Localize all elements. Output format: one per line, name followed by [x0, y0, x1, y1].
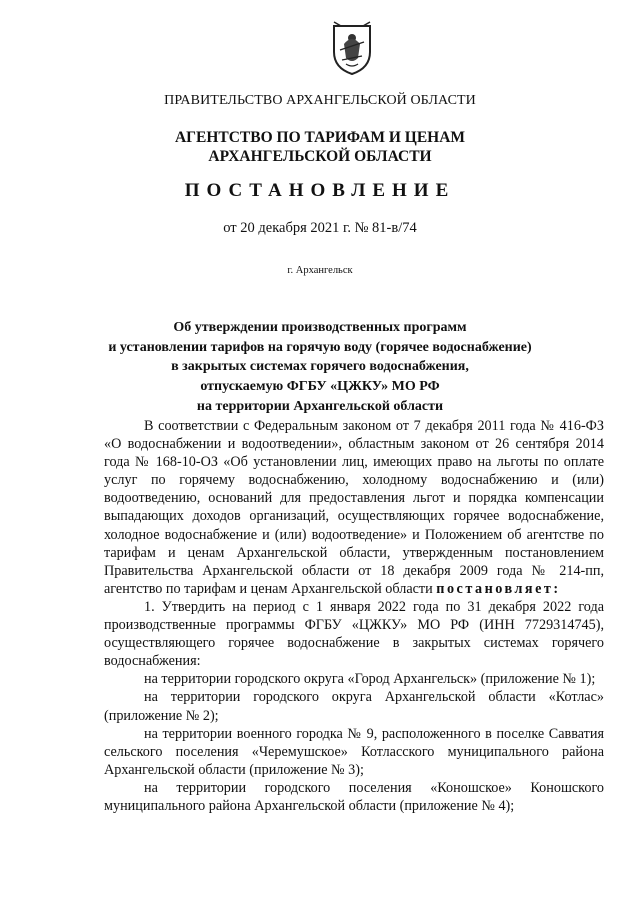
agency-title — [0, 128, 640, 166]
coat-of-arms-emblem — [330, 20, 374, 76]
subject-line: в закрытых системах горячего водоснабжения, — [171, 359, 469, 375]
item-1-paragraph: 1. Утвердить на период с 1 января 2022 года по 31 декабря 2022 года производственные программы ФГБУ «ЦЖКУ» МО РФ (ИНН 7729314745), осуществляющего горячее водоснабжение в закрытых системах горячего водоснабжения: — [104, 598, 604, 670]
document-type: ПОСТАНОВЛЕНИЕ — [184, 180, 456, 201]
subject-line: и установлении тарифов на горячую воду (горячее водоснабжение) — [108, 339, 532, 355]
sub-item-konosha: на территории городского поселения «Коношское» Коношского муниципального района Архангельской области (приложение № 4); — [104, 779, 604, 814]
subject-line: Об утверждении производственных программ — [173, 320, 467, 335]
preamble-text: В соответствии с Федеральным законом от 7 декабря 2011 года № 416-ФЗ «О водоснабжении и водоотведении», областным законом от 26 сентября 2014 года № 168-10-ОЗ «Об установлении лиц, имеющих право на льготы по оплате услуг по горячему водоснабжению, холодному водоснабжению и (или) водоотведению, оснований для предоставления льгот и порядка компенсации выпадающих доходов организаций, осуществляющих горячее водоснабжение, холодное водоснабжение и (или) водоотведение» и Положением об агентстве по тарифам и ценам Архангельской области, утвержденным постановлением Правительства Архангельской области от 18 декабря 2009 года № 214-пп, агентство по тарифам и ценам Архангельской области — [104, 418, 604, 597]
sub-item-kotlas: на территории городского округа Архангельской области «Котлас» (приложение № 2); — [104, 689, 604, 724]
document-date-number: от 20 декабря 2021 г. № 81-в/74 — [223, 220, 417, 236]
document-subject — [90, 318, 550, 417]
sub-item-arkhangelsk: на территории городского округа «Город Архангельск» (приложение № 1); — [144, 671, 596, 688]
government-title: ПРАВИТЕЛЬСТВО АРХАНГЕЛЬСКОЙ ОБЛАСТИ — [164, 93, 476, 108]
document-body — [104, 417, 604, 815]
agency-title-line: АГЕНТСТВО ПО ТАРИФАМ И ЦЕНАМ — [174, 129, 466, 146]
sub-item-savvatiya: на территории военного городка № 9, расположенного в поселке Савватия сельского поселения «Черемушское» Котласского муниципального района Архангельской области (приложение № 3); — [104, 725, 604, 778]
resolves-keyword: постановляет: — [436, 580, 561, 597]
subject-line: отпускаемую ФГБУ «ЦЖКУ» МО РФ — [200, 379, 440, 395]
subject-line: на территории Архангельской области — [196, 398, 444, 414]
document-city: г. Архангельск — [287, 265, 353, 276]
agency-title-line: АРХАНГЕЛЬСКОЙ ОБЛАСТИ — [208, 148, 432, 165]
preamble-paragraph — [104, 417, 604, 598]
